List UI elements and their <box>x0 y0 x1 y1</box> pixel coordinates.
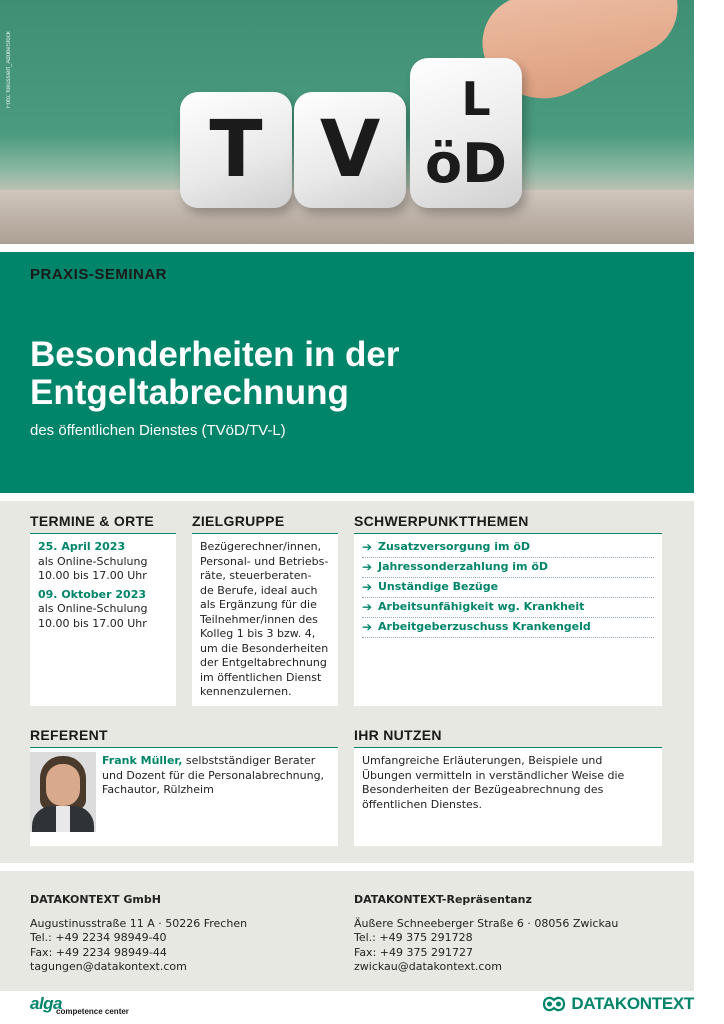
ziel-line: Bezügerechner/innen, <box>200 540 322 553</box>
topic-item <box>362 558 654 578</box>
title-line-2: Entgeltabrechnung <box>30 373 349 412</box>
address: Äußere Schneeberger Straße 6 · 08056 Zwickau <box>354 916 619 930</box>
termin-date: 09. Oktober 2023 <box>38 587 147 601</box>
speaker-line: und Dozent für die Personalabrechnung, <box>102 768 325 782</box>
termin-time: 10.00 bis 17.00 Uhr <box>38 569 147 582</box>
phone: Tel.: +49 375 291728 <box>354 931 473 944</box>
ziel-line: als Ergänzung für die <box>200 598 317 611</box>
datakontext-wordmark: DATAKONTEXT <box>571 994 694 1013</box>
org-name: DATAKONTEXT GmbH <box>30 893 161 906</box>
contact-footer <box>0 871 694 991</box>
ziel-line: Personal- und Betriebs- <box>200 554 329 568</box>
termine-heading: TERMINE & ORTE <box>30 513 176 535</box>
schwerpunkt-heading: SCHWERPUNKTTHEMEN <box>354 513 662 535</box>
topic-label: Jahressonderzahlung im öD <box>378 560 549 574</box>
alga-tagline: competence center <box>56 1007 129 1016</box>
address: Augustinusstraße 11 A · 50226 Frechen <box>30 916 248 930</box>
zielgruppe-heading: ZIELGRUPPE <box>192 513 338 535</box>
termin-place: als Online-Schulung <box>38 602 148 615</box>
hero-photo <box>0 0 694 244</box>
owl-icon <box>542 994 566 1014</box>
arrow-right-icon: ➔ <box>362 540 373 555</box>
contact-frechen <box>30 893 330 975</box>
alga-logo <box>30 994 129 1016</box>
referent-card <box>30 748 338 846</box>
die-letter-od: öD <box>425 131 507 195</box>
termin-date: 25. April 2023 <box>38 540 126 553</box>
termin-slot <box>38 588 168 632</box>
topic-item <box>362 578 654 598</box>
nutzen-card <box>354 748 662 846</box>
speaker-line: Fachautor, Rülzheim <box>102 783 214 796</box>
nutzen-line: Besonderheiten der Bezügeabrechnung des <box>362 783 604 796</box>
fax: Fax: +49 375 291727 <box>354 945 473 959</box>
schwerpunkt-card <box>354 534 662 706</box>
referent-heading: REFERENT <box>30 727 338 749</box>
termine-card <box>30 534 176 706</box>
topic-item <box>362 598 654 618</box>
email-link[interactable]: zwickau@datakontext.com <box>354 960 502 973</box>
arrow-right-icon: ➔ <box>362 620 373 635</box>
topic-label: Arbeitgeberzuschuss Krankengeld <box>378 620 591 634</box>
info-panel <box>0 501 694 863</box>
org-name: DATAKONTEXT-Repräsentanz <box>354 893 532 906</box>
page-subtitle: des öffentlichen Dienstes (TVöD/TV-L) <box>30 422 286 439</box>
arrow-right-icon: ➔ <box>362 600 373 615</box>
phone: Tel.: +49 2234 98949-40 <box>30 931 167 944</box>
topic-label: Arbeitsunfähigkeit wg. Krankheit <box>378 600 585 614</box>
photo-credit: Foto: fokussiert_AdobeStock <box>6 31 12 108</box>
referent-text <box>102 754 330 798</box>
ziel-line: de Berufe, ideal auch <box>200 583 318 597</box>
nutzen-line: Umfangreiche Erläuterungen, Beispiele und <box>362 754 603 767</box>
speaker-name: Frank Müller, <box>102 754 183 767</box>
arrow-right-icon: ➔ <box>362 560 373 575</box>
speaker-portrait <box>30 752 96 832</box>
die-letter-l: L <box>461 71 491 126</box>
ziel-line: Kolleg 1 bis 3 bzw. 4, <box>200 627 316 640</box>
ziel-line: räte, steuerberaten- <box>200 569 312 582</box>
page-title <box>30 336 670 412</box>
topic-item <box>362 618 654 638</box>
zielgruppe-card <box>192 534 338 706</box>
speaker-role: selbstständiger Berater <box>182 754 316 767</box>
nutzen-line: öffentlichen Dienstes. <box>362 797 483 811</box>
title-band <box>0 252 694 493</box>
ziel-line: kennenzulernen. <box>200 685 292 698</box>
fax: Fax: +49 2234 98949-44 <box>30 945 167 959</box>
topic-label: Unständige Bezüge <box>378 580 499 594</box>
ziel-line: der Entgeltabrechnung <box>200 656 327 669</box>
title-line-1: Besonderheiten in der <box>30 335 400 374</box>
nutzen-heading: IHR NUTZEN <box>354 727 662 749</box>
termin-slot <box>38 540 168 584</box>
email-link[interactable]: tagungen@datakontext.com <box>30 960 187 973</box>
termin-time: 10.00 bis 17.00 Uhr <box>38 616 147 630</box>
alga-wordmark: alga <box>30 994 63 1013</box>
ziel-line: Teilnehmer/innen des <box>200 612 318 626</box>
die-v: V <box>294 92 406 208</box>
topic-item <box>362 538 654 558</box>
die-l-od <box>410 58 522 208</box>
die-t: T <box>180 92 292 208</box>
contact-zwickau <box>354 893 674 975</box>
datakontext-logo <box>542 994 694 1014</box>
seminar-kicker: PRAXIS-SEMINAR <box>30 266 168 283</box>
termin-place: als Online-Schulung <box>38 554 148 568</box>
arrow-right-icon: ➔ <box>362 580 373 595</box>
topic-label: Zusatzversorgung im öD <box>378 540 531 554</box>
nutzen-line: Übungen vermitteln in verständlicher Weise die <box>362 768 625 782</box>
ziel-line: im öffentlichen Dienst <box>200 670 322 684</box>
ziel-line: um die Besonderheiten <box>200 641 329 655</box>
